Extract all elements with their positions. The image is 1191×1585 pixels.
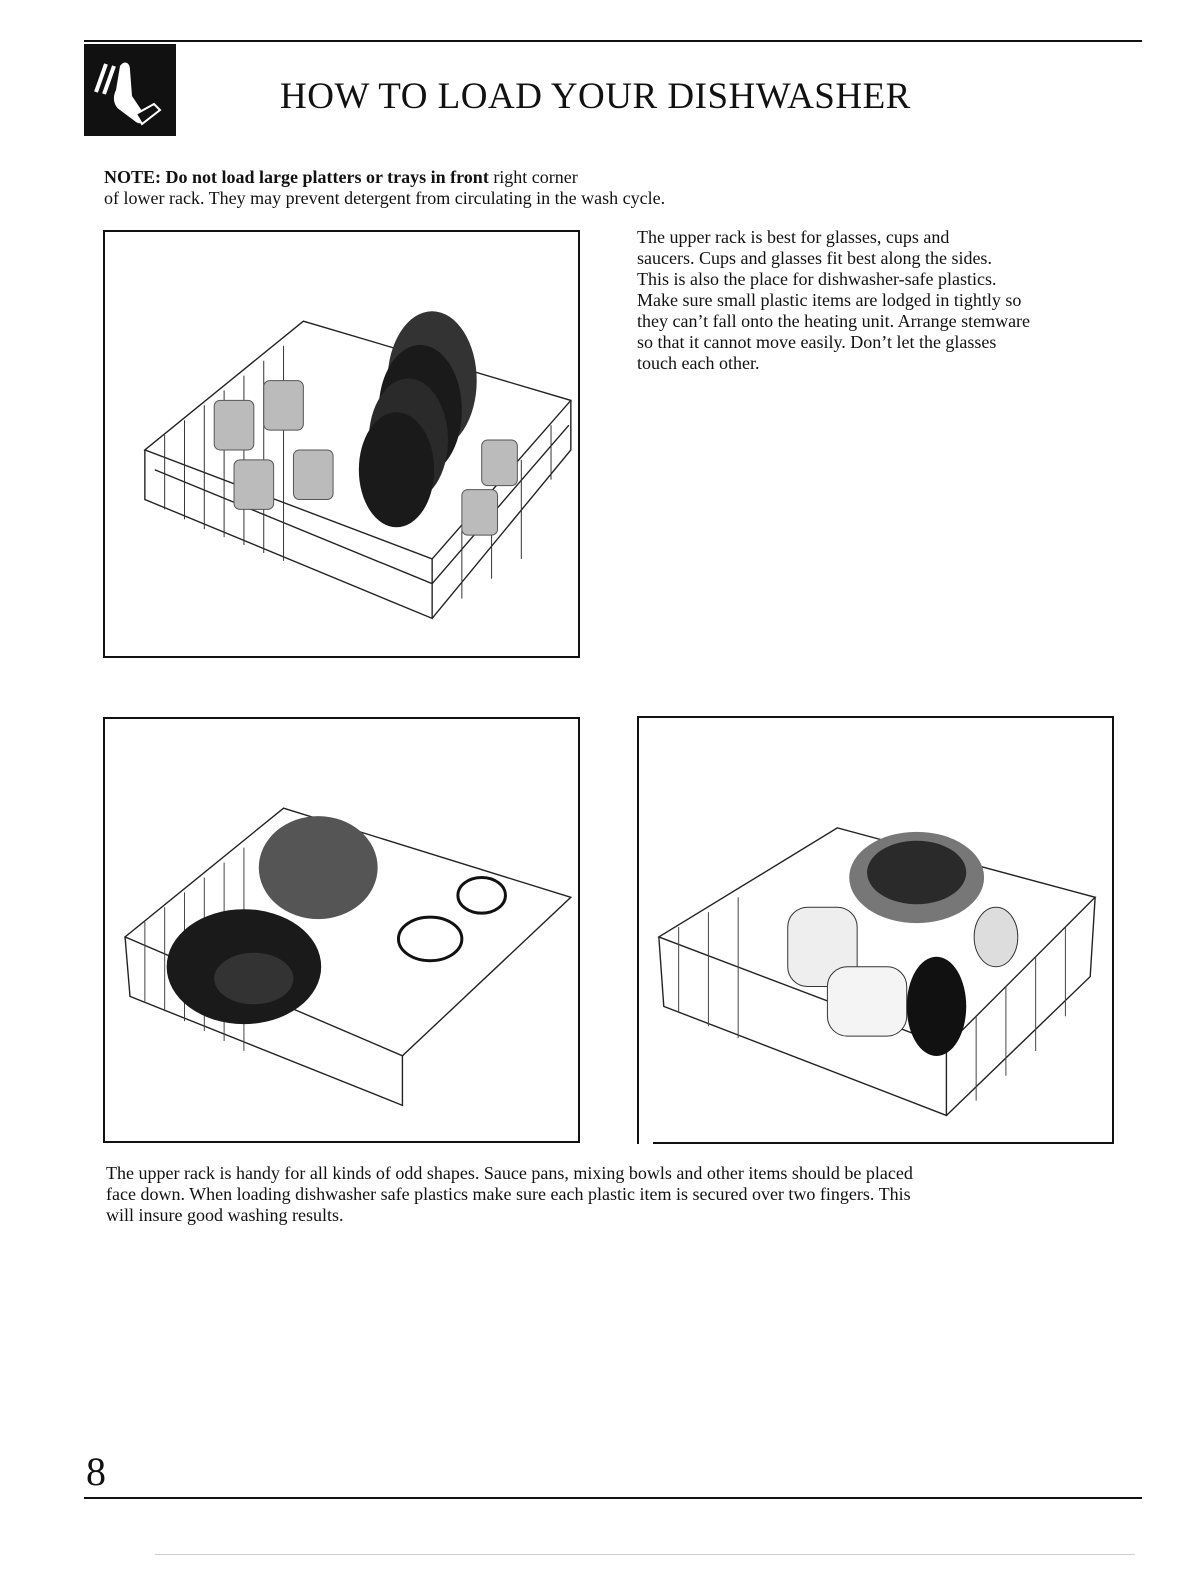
rack-bowls-cups-illustration xyxy=(639,718,1112,1144)
odd-shapes-description xyxy=(106,1163,1106,1226)
text-line: touch each other. xyxy=(637,353,760,373)
bottom-rule xyxy=(84,1497,1142,1499)
hand-pointing-icon xyxy=(84,44,176,136)
note-bold: NOTE: Do not load large platters or trays in front xyxy=(104,167,489,187)
page-title: HOW TO LOAD YOUR DISHWASHER xyxy=(280,76,911,117)
text-line: Make sure small plastic items are lodged in tightly so xyxy=(637,290,1022,310)
note-rest: right corner xyxy=(488,167,578,187)
rack-odd-shapes-illustration xyxy=(105,719,578,1141)
frame-bottom-line xyxy=(653,1142,1112,1144)
figure-odd-shapes xyxy=(103,717,580,1143)
figure-upper-rack xyxy=(103,230,580,658)
note-line-2: of lower rack. They may prevent detergent from circulating in the wash cycle. xyxy=(104,188,666,208)
text-line: will insure good washing results. xyxy=(106,1205,344,1225)
text-line: so that it cannot move easily. Don’t let the glasses xyxy=(637,332,997,352)
text-line: they can’t fall onto the heating unit. Arrange stemware xyxy=(637,311,1031,331)
note-line-1 xyxy=(104,167,864,188)
upper-rack-description xyxy=(637,227,1107,374)
text-line: face down. When loading dishwasher safe plastics make sure each plastic item is secured over two fingers. This xyxy=(106,1184,911,1204)
upper-rack-glasses-plates-illustration xyxy=(105,232,578,656)
faint-rule xyxy=(155,1554,1135,1555)
text-line: This is also the place for dishwasher-safe plastics. xyxy=(637,269,997,289)
top-rule xyxy=(84,40,1142,42)
text-line: The upper rack is handy for all kinds of odd shapes. Sauce pans, mixing bowls and other items should be placed xyxy=(106,1163,913,1183)
text-line: saucers. Cups and glasses fit best along the sides. xyxy=(637,248,992,268)
text-line: The upper rack is best for glasses, cups and xyxy=(637,227,950,247)
note-block xyxy=(104,167,864,209)
figure-bowls-cups xyxy=(637,716,1114,1144)
page-number: 8 xyxy=(86,1449,106,1494)
